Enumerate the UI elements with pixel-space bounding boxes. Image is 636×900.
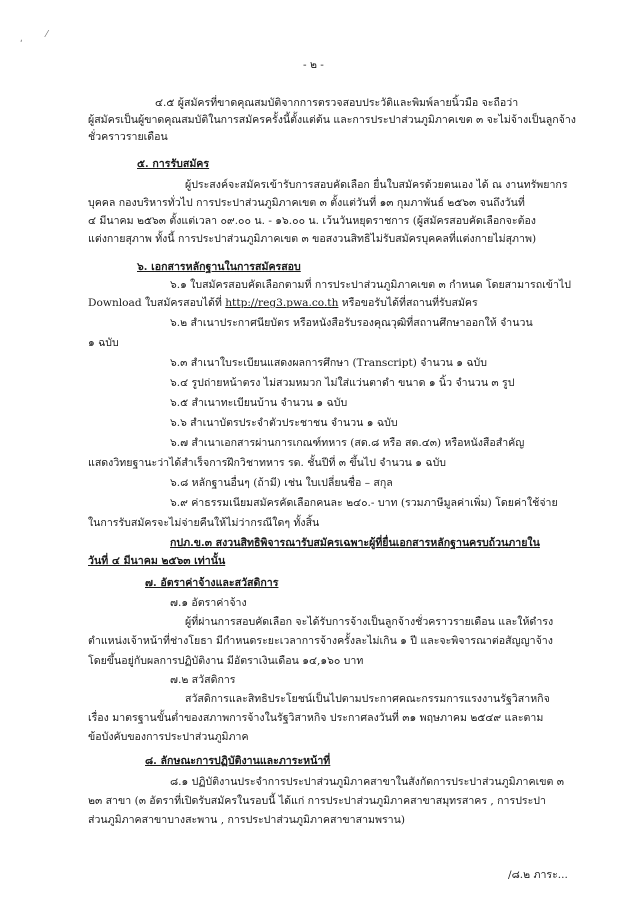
paragraph-line: ในการรับสมัครจะไม่จ่ายคืนให้ไม่ว่ากรณีใดๆ ทั้งสิ้น: [88, 517, 320, 529]
notice-line: กปภ.ข.๓ สงวนสิทธิพิจารณารับสมัครเฉพาะผู้ที่ยื่นเอกสารหลักฐานครบถ้วนภายใน: [170, 537, 540, 549]
paragraph-line: ๖.๗ สำเนาเอกสารผ่านการเกณฑ์ทหาร (สด.๘ หรือ สด.๔๓) หรือหนังสือสำคัญ: [170, 437, 525, 449]
section-heading: ๖. เอกสารหลักฐานในการสมัครสอบ: [137, 261, 301, 273]
paragraph-line: ๖.๑ ใบสมัครสอบคัดเลือกตามที่ การประปาส่วนภูมิภาคเขต ๓ กำหนด โดยสามารถเข้าไป: [170, 279, 571, 291]
paragraph-line: ข้อบังคับของการประปาส่วนภูมิภาค: [88, 731, 249, 743]
paragraph-line: ๔ มีนาคม ๒๕๖๓ ตั้งแต่เวลา ๐๙.๐๐ น. - ๑๖.๐๐ น. เว้นวันหยุดราชการ (ผู้สมัครสอบคัดเลือกจะต้อง: [88, 215, 536, 227]
paragraph-line: ๗.๒ สวัสดิการ: [170, 674, 236, 686]
paragraph-line: ผู้สมัครเป็นผู้ขาดคุณสมบัติในการสมัครครั้งนี้ตั้งแต่ต้น และการประปาส่วนภูมิภาคเขต ๓ จะไม่จ้างเป็นลูกจ้าง: [88, 114, 576, 126]
paragraph-line: ๖.๒ สำเนาประกาศนียบัตร หรือหนังสือรับรองคุณวุฒิที่สถานศึกษาออกให้ จำนวน: [170, 317, 533, 329]
paragraph-line: บุคคล กองบริหารทั่วไป การประปาส่วนภูมิภาคเขต ๓ ตั้งแต่วันที่ ๑๓ กุมภาพันธ์ ๒๕๖๓ จนถึงวันที่: [88, 197, 525, 209]
notice-line: วันที่ ๔ มีนาคม ๒๕๖๓ เท่านั้น: [88, 555, 226, 567]
paragraph-line: ๒๓ สาขา (๓ อัตราที่เปิดรับสมัครในรอบนี้ ได้แก่ การประปาส่วนภูมิภาคสาขาสมุทรสาคร , การประปา: [88, 795, 546, 807]
paragraph-line: ๗.๑ อัตราค่าจ้าง: [170, 597, 247, 609]
paragraph-line: แสดงวิทยฐานะว่าได้สำเร็จการฝึกวิชาทหาร รด. ชั้นปีที่ ๓ ขึ้นไป จำนวน ๑ ฉบับ: [88, 457, 447, 469]
download-text-end: หรือขอรับได้ที่สถานที่รับสมัคร: [338, 297, 478, 309]
paragraph-line: ตำแหน่งเจ้าหน้าที่ช่างโยธา มีกำหนดระยะเวลาการจ้างครั้งละไม่เกิน ๑ ปี และจะพิจารณาต่อสัญญาจ้าง: [88, 635, 553, 647]
section-heading: ๘. ลักษณะการปฏิบัติงานและภาระหน้าที่: [145, 755, 331, 767]
paragraph-line: ชั่วคราวรายเดือน: [88, 131, 168, 143]
edge-mark: ʹ: [20, 40, 23, 50]
paragraph-line: ส่วนภูมิภาคสาขาบางสะพาน , การประปาส่วนภูมิภาคสาขาสามพราน): [88, 814, 405, 826]
paragraph-line: ผู้ที่ผ่านการสอบคัดเลือก จะได้รับการจ้างเป็นลูกจ้างชั่วคราวรายเดือน และให้ดำรง: [185, 616, 554, 628]
edge-mark: ⁄: [46, 30, 48, 40]
application-link[interactable]: http://reg3.pwa.co.th: [225, 297, 339, 309]
paragraph-line: ๖.๓ สำเนาใบระเบียนแสดงผลการศึกษา (Transcript) จำนวน ๑ ฉบับ: [170, 357, 488, 369]
paragraph-line: ๖.๕ สำเนาทะเบียนบ้าน จำนวน ๑ ฉบับ: [170, 397, 348, 409]
paragraph-line: [88, 296, 478, 310]
paragraph-line: ๖.๖ สำเนาบัตรประจำตัวประชาชน จำนวน ๑ ฉบับ: [170, 417, 398, 429]
paragraph-line: โดยขึ้นอยู่กับผลการปฏิบัติงาน มีอัตราเงินเดือน ๑๔,๑๖๐ บาท: [88, 655, 364, 667]
paragraph-line: แต่งกายสุภาพ ทั้งนี้ การประปาส่วนภูมิภาคเขต ๓ ขอสงวนสิทธิไม่รับสมัครบุคคลที่แต่งกายไม่สุภาพ): [88, 233, 537, 245]
paragraph-line: ๖.๘ หลักฐานอื่นๆ (ถ้ามี) เช่น ใบเปลี่ยนชื่อ – สกุล: [170, 477, 393, 489]
paragraph-line: ผู้ประสงค์จะสมัครเข้ารับการสอบคัดเลือก ยื่นใบสมัครด้วยตนเอง ได้ ณ งานทรัพยากร: [185, 179, 568, 191]
paragraph-line: ๖.๙ ค่าธรรมเนียมสมัครคัดเลือกคนละ ๒๔๐.- บาท (รวมภาษีมูลค่าเพิ่ม) โดยค่าใช้จ่าย: [170, 497, 558, 509]
paragraph-line: ๘.๑ ปฏิบัติงานประจำการประปาส่วนภูมิภาคสาขาในสังกัดการประปาส่วนภูมิภาคเขต ๓: [170, 776, 564, 788]
section-heading: ๕. การรับสมัคร: [137, 158, 210, 170]
paragraph-line: ๖.๔ รูปถ่ายหน้าตรง ไม่สวมหมวก ไม่ใส่แว่นตาดำ ขนาด ๑ นิ้ว จำนวน ๓ รูป: [170, 377, 515, 389]
paragraph-line: เรื่อง มาตรฐานขั้นต่ำของสภาพการจ้างในรัฐวิสาหกิจ ประกาศลงวันที่ ๓๑ พฤษภาคม ๒๕๔๙ และตาม: [88, 712, 544, 724]
download-text: Download ใบสมัครสอบได้ที่: [88, 297, 226, 309]
paragraph-line: ๔.๕ ผู้สมัครที่ขาดคุณสมบัติจากการตรวจสอบประวัติและพิมพ์ลายนิ้วมือ จะถือว่า: [155, 97, 519, 109]
section-heading: ๗. อัตราค่าจ้างและสวัสดิการ: [145, 577, 279, 589]
footer-continuation: /๘.๒ ภาระ...: [508, 869, 568, 881]
paragraph-line: สวัสดิการและสิทธิประโยชน์เป็นไปตามประกาศคณะกรรมการแรงงานรัฐวิสาหกิจ: [185, 693, 550, 705]
page-number: - ๒ -: [303, 59, 324, 71]
paragraph-line: ๑ ฉบับ: [88, 337, 119, 349]
